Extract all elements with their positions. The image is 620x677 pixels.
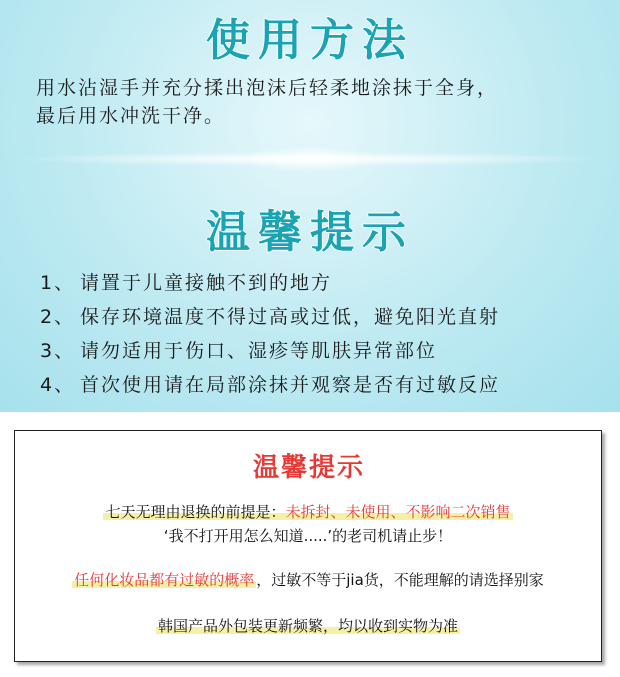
highlighted-text [103, 503, 512, 521]
tip-text: 请勿适用于伤口、湿疹等肌肤异常部位 [80, 340, 438, 362]
tip-number: 1、 [40, 272, 76, 294]
tip-text: 请置于儿童接触不到的地方 [80, 272, 333, 294]
notice-line-allergy [15, 569, 601, 590]
tip-item [40, 334, 610, 368]
tip-text: 保存环境温度不得过高或过低，避免阳光直射 [80, 306, 501, 328]
highlighted-text: 韩国产品外包装更新频繁，均以收到实物为准 [157, 617, 458, 635]
usage-heading: 使用方法 [206, 15, 414, 66]
highlighted-text [72, 571, 256, 589]
usage-line: 用水沾湿手并充分揉出泡沫后轻柔地涂抹于全身， [36, 77, 499, 99]
notice-title: 温馨提示 [252, 453, 365, 483]
tip-text: 首次使用请在局部涂抹并观察是否有过敏反应 [80, 374, 501, 396]
notice-line-packaging [15, 615, 601, 636]
notice-text: 七天无理由退换的前提是： [105, 503, 286, 521]
tip-item [40, 300, 610, 334]
tips-heading: 温馨提示 [206, 207, 414, 258]
tip-item [40, 266, 610, 300]
tips-list [40, 266, 610, 402]
notice-text: ，过敏不等于jia货，不能理解的请选择别家 [256, 571, 544, 589]
tip-number: 2、 [40, 306, 76, 328]
tip-number: 4、 [40, 374, 76, 396]
notice-line-return-condition [15, 501, 601, 522]
notice-emphasis: 未拆封、未使用、不影响二次销售 [285, 503, 511, 521]
usage-text [36, 74, 596, 130]
notice-emphasis: 任何化妆品都有过敏的概率 [74, 571, 255, 589]
tip-item [40, 368, 610, 402]
usage-line: 最后用水冲洗干净。 [36, 105, 226, 127]
notice-text: ‘我不打开用怎么知道.....’的老司机请止步！ [163, 527, 453, 545]
tip-number: 3、 [40, 340, 76, 362]
return-policy-notice [14, 430, 602, 662]
light-flare [240, 146, 380, 172]
notice-line-warning [15, 525, 601, 546]
